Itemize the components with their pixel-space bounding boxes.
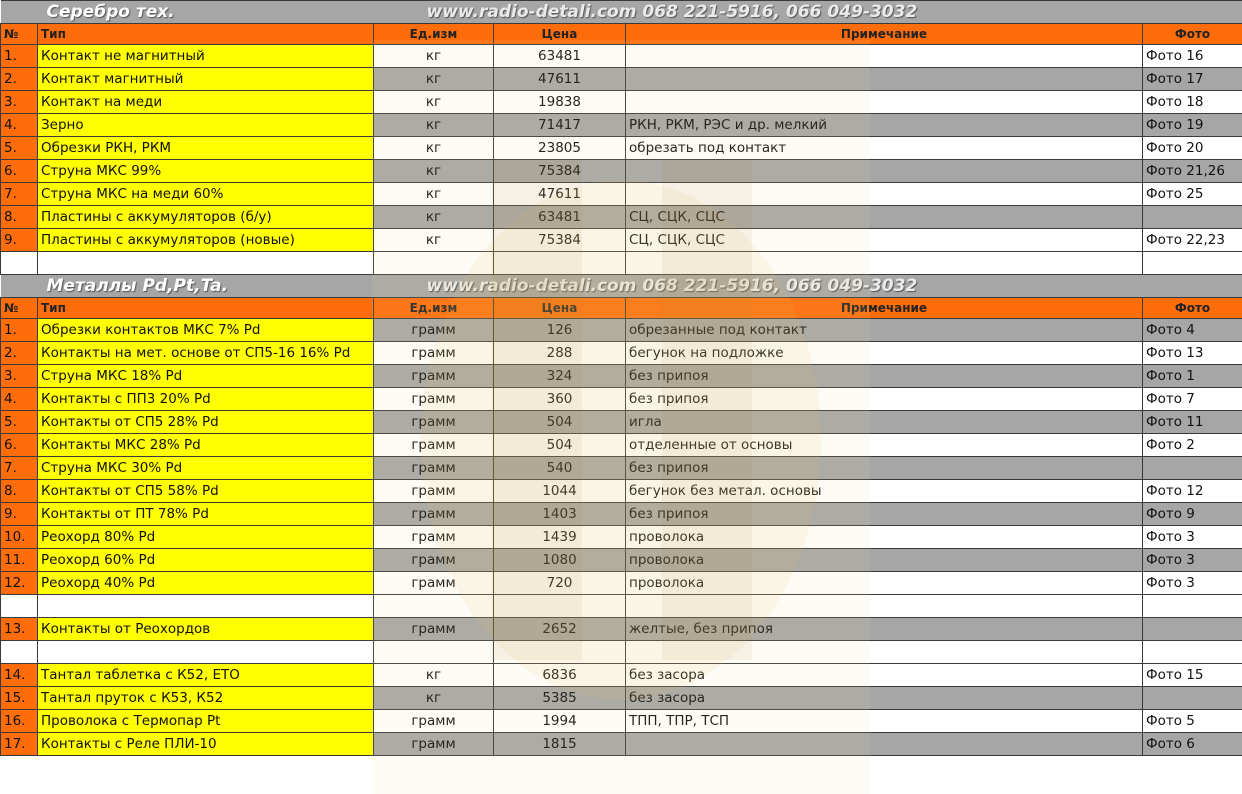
row-unit: кг <box>374 160 494 183</box>
section-title-row <box>1 1 1242 24</box>
blank-row <box>1 252 1242 275</box>
row-unit: кг <box>374 687 494 710</box>
column-header-note: Примечание <box>626 24 1143 45</box>
row-note: отделенные от основы <box>626 434 1143 457</box>
row-number: 3. <box>1 91 38 114</box>
row-type: Реохорд 60% Pd <box>38 549 374 572</box>
empty-cell <box>626 595 1143 618</box>
row-note: игла <box>626 411 1143 434</box>
table-row <box>1 388 1242 411</box>
row-price: 75384 <box>494 229 626 252</box>
row-price: 720 <box>494 572 626 595</box>
row-type: Реохорд 40% Pd <box>38 572 374 595</box>
row-note: без засора <box>626 687 1143 710</box>
table-row <box>1 114 1242 137</box>
table-row <box>1 229 1242 252</box>
row-unit: кг <box>374 68 494 91</box>
row-photo: Фото 5 <box>1143 710 1242 733</box>
row-photo <box>1143 618 1242 641</box>
row-type: Контакты на мет. основе от СП5-16 16% Pd <box>38 342 374 365</box>
table-row <box>1 733 1242 756</box>
row-photo: Фото 1 <box>1143 365 1242 388</box>
row-price: 1994 <box>494 710 626 733</box>
row-price: 1080 <box>494 549 626 572</box>
row-note <box>626 160 1143 183</box>
row-price: 1439 <box>494 526 626 549</box>
row-note <box>626 68 1143 91</box>
row-price: 504 <box>494 434 626 457</box>
table-row <box>1 319 1242 342</box>
row-unit: кг <box>374 45 494 68</box>
empty-cell <box>1 595 38 618</box>
row-price: 126 <box>494 319 626 342</box>
row-note: СЦ, СЦК, СЦС <box>626 206 1143 229</box>
row-price: 47611 <box>494 183 626 206</box>
empty-cell <box>38 252 374 275</box>
empty-cell <box>1143 595 1242 618</box>
table-row <box>1 687 1242 710</box>
row-unit: грамм <box>374 572 494 595</box>
row-note: желтые, без припоя <box>626 618 1143 641</box>
table-row <box>1 526 1242 549</box>
table-row <box>1 206 1242 229</box>
row-type: Контакты от СП5 58% Pd <box>38 480 374 503</box>
row-number: 11. <box>1 549 38 572</box>
row-number: 7. <box>1 183 38 206</box>
row-price: 360 <box>494 388 626 411</box>
row-unit: кг <box>374 137 494 160</box>
row-number: 3. <box>1 365 38 388</box>
empty-cell <box>38 641 374 664</box>
row-number: 5. <box>1 411 38 434</box>
column-header-price: Цена <box>494 24 626 45</box>
row-photo: Фото 12 <box>1143 480 1242 503</box>
row-note: без припоя <box>626 457 1143 480</box>
empty-cell <box>1143 641 1242 664</box>
section-title-cell <box>1 275 1242 298</box>
row-type: Зерно <box>38 114 374 137</box>
table-row <box>1 549 1242 572</box>
row-type: Реохорд 80% Pd <box>38 526 374 549</box>
row-number: 8. <box>1 206 38 229</box>
row-unit: кг <box>374 664 494 687</box>
row-number: 10. <box>1 526 38 549</box>
row-photo: Фото 13 <box>1143 342 1242 365</box>
empty-cell <box>374 641 494 664</box>
row-number: 14. <box>1 664 38 687</box>
empty-cell <box>1143 252 1242 275</box>
section-title-cell <box>1 1 1242 24</box>
table-row <box>1 457 1242 480</box>
row-type: Контакты от Реохордов <box>38 618 374 641</box>
column-header-type: Тип <box>38 298 374 319</box>
row-note <box>626 91 1143 114</box>
row-note <box>626 733 1143 756</box>
row-unit: кг <box>374 229 494 252</box>
column-header-unit: Ед.изм <box>374 24 494 45</box>
row-unit: грамм <box>374 411 494 434</box>
row-number: 13. <box>1 618 38 641</box>
table-row <box>1 710 1242 733</box>
row-type: Контакты от СП5 28% Pd <box>38 411 374 434</box>
row-note: без припоя <box>626 503 1143 526</box>
section-title-row <box>1 275 1242 298</box>
table-row <box>1 183 1242 206</box>
row-note: обрезать под контакт <box>626 137 1143 160</box>
row-photo: Фото 7 <box>1143 388 1242 411</box>
column-header-row <box>1 298 1242 319</box>
section-title: Серебро тех. <box>46 2 175 22</box>
table-row <box>1 137 1242 160</box>
row-photo: Фото 15 <box>1143 664 1242 687</box>
row-photo: Фото 20 <box>1143 137 1242 160</box>
row-photo: Фото 3 <box>1143 549 1242 572</box>
empty-cell <box>626 252 1143 275</box>
row-unit: грамм <box>374 526 494 549</box>
row-number: 15. <box>1 687 38 710</box>
row-type: Струна МКС 99% <box>38 160 374 183</box>
table-row <box>1 45 1242 68</box>
row-number: 12. <box>1 572 38 595</box>
row-photo: Фото 9 <box>1143 503 1242 526</box>
row-price: 75384 <box>494 160 626 183</box>
column-header-num: № <box>1 298 38 319</box>
blank-row <box>1 641 1242 664</box>
row-type: Контакт на меди <box>38 91 374 114</box>
row-number: 1. <box>1 45 38 68</box>
row-number: 6. <box>1 434 38 457</box>
row-photo <box>1143 457 1242 480</box>
row-photo: Фото 17 <box>1143 68 1242 91</box>
empty-cell <box>1 641 38 664</box>
row-note: без припоя <box>626 388 1143 411</box>
table-row <box>1 503 1242 526</box>
row-price: 288 <box>494 342 626 365</box>
site-contact: www.radio-detali.com 068 221-5916, 066 049-3032 <box>426 276 918 296</box>
row-photo: Фото 2 <box>1143 434 1242 457</box>
row-number: 4. <box>1 388 38 411</box>
table-row <box>1 664 1242 687</box>
table-row <box>1 618 1242 641</box>
site-contact: www.radio-detali.com 068 221-5916, 066 049-3032 <box>426 2 918 22</box>
row-type: Пластины с аккумуляторов (б/у) <box>38 206 374 229</box>
empty-cell <box>374 595 494 618</box>
column-header-note: Примечание <box>626 298 1143 319</box>
row-unit: грамм <box>374 710 494 733</box>
table-row <box>1 411 1242 434</box>
row-unit: грамм <box>374 457 494 480</box>
row-price: 63481 <box>494 45 626 68</box>
row-price: 6836 <box>494 664 626 687</box>
row-number: 9. <box>1 229 38 252</box>
empty-cell <box>494 252 626 275</box>
column-header-photo: Фото <box>1143 298 1242 319</box>
row-number: 5. <box>1 137 38 160</box>
column-header-price: Цена <box>494 298 626 319</box>
row-price: 1403 <box>494 503 626 526</box>
row-price: 504 <box>494 411 626 434</box>
row-price: 5385 <box>494 687 626 710</box>
row-type: Контакт магнитный <box>38 68 374 91</box>
row-number: 2. <box>1 68 38 91</box>
row-note: ТПП, ТПР, ТСП <box>626 710 1143 733</box>
row-type: Струна МКС 30% Pd <box>38 457 374 480</box>
row-unit: грамм <box>374 388 494 411</box>
row-photo: Фото 4 <box>1143 319 1242 342</box>
row-note <box>626 183 1143 206</box>
row-price: 47611 <box>494 68 626 91</box>
row-price: 19838 <box>494 91 626 114</box>
row-number: 8. <box>1 480 38 503</box>
row-unit: грамм <box>374 365 494 388</box>
row-unit: кг <box>374 114 494 137</box>
row-photo: Фото 11 <box>1143 411 1242 434</box>
row-note: бегунок на подложке <box>626 342 1143 365</box>
row-note: без засора <box>626 664 1143 687</box>
row-photo: Фото 25 <box>1143 183 1242 206</box>
row-price: 23805 <box>494 137 626 160</box>
row-note: проволока <box>626 549 1143 572</box>
empty-cell <box>38 595 374 618</box>
row-type: Обрезки РКН, РКМ <box>38 137 374 160</box>
row-unit: грамм <box>374 342 494 365</box>
row-photo <box>1143 687 1242 710</box>
row-note: проволока <box>626 526 1143 549</box>
table-row <box>1 342 1242 365</box>
row-unit: кг <box>374 206 494 229</box>
row-type: Контакты с Реле ПЛИ-10 <box>38 733 374 756</box>
table-row <box>1 160 1242 183</box>
row-type: Тантал таблетка с К52, ЕТО <box>38 664 374 687</box>
row-note: проволока <box>626 572 1143 595</box>
row-photo: Фото 19 <box>1143 114 1242 137</box>
section-title: Металлы Pd,Pt,Ta. <box>46 276 229 296</box>
empty-cell <box>494 641 626 664</box>
table-row <box>1 91 1242 114</box>
row-price: 1044 <box>494 480 626 503</box>
column-header-num: № <box>1 24 38 45</box>
row-number: 9. <box>1 503 38 526</box>
table-row <box>1 572 1242 595</box>
row-number: 1. <box>1 319 38 342</box>
row-type: Тантал пруток с К53, К52 <box>38 687 374 710</box>
table-row <box>1 480 1242 503</box>
row-unit: грамм <box>374 480 494 503</box>
row-type: Обрезки контактов МКС 7% Pd <box>38 319 374 342</box>
row-note: СЦ, СЦК, СЦС <box>626 229 1143 252</box>
empty-cell <box>1 252 38 275</box>
row-price: 71417 <box>494 114 626 137</box>
row-price: 63481 <box>494 206 626 229</box>
row-unit: грамм <box>374 549 494 572</box>
empty-cell <box>374 252 494 275</box>
row-note: без припоя <box>626 365 1143 388</box>
row-number: 6. <box>1 160 38 183</box>
row-number: 7. <box>1 457 38 480</box>
column-header-photo: Фото <box>1143 24 1242 45</box>
row-number: 16. <box>1 710 38 733</box>
row-unit: грамм <box>374 434 494 457</box>
row-type: Контакты МКС 28% Pd <box>38 434 374 457</box>
row-note: бегунок без метал. основы <box>626 480 1143 503</box>
row-unit: кг <box>374 183 494 206</box>
empty-cell <box>626 641 1143 664</box>
row-photo: Фото 21,26 <box>1143 160 1242 183</box>
row-photo: Фото 22,23 <box>1143 229 1242 252</box>
blank-row <box>1 595 1242 618</box>
row-type: Контакты с ПП3 20% Pd <box>38 388 374 411</box>
row-number: 2. <box>1 342 38 365</box>
row-note: обрезанные под контакт <box>626 319 1143 342</box>
row-price: 1815 <box>494 733 626 756</box>
table-row <box>1 434 1242 457</box>
row-price: 2652 <box>494 618 626 641</box>
row-price: 324 <box>494 365 626 388</box>
row-photo: Фото 3 <box>1143 572 1242 595</box>
row-number: 17. <box>1 733 38 756</box>
row-photo: Фото 18 <box>1143 91 1242 114</box>
row-unit: кг <box>374 91 494 114</box>
column-header-type: Тип <box>38 24 374 45</box>
table-row <box>1 365 1242 388</box>
row-type: Струна МКС 18% Pd <box>38 365 374 388</box>
row-unit: грамм <box>374 733 494 756</box>
row-price: 540 <box>494 457 626 480</box>
row-unit: грамм <box>374 618 494 641</box>
row-photo: Фото 16 <box>1143 45 1242 68</box>
empty-cell <box>494 595 626 618</box>
row-unit: грамм <box>374 319 494 342</box>
table-row <box>1 68 1242 91</box>
row-note <box>626 45 1143 68</box>
row-photo <box>1143 206 1242 229</box>
column-header-unit: Ед.изм <box>374 298 494 319</box>
column-header-row <box>1 24 1242 45</box>
row-type: Контакты от ПТ 78% Pd <box>38 503 374 526</box>
row-type: Проволока с Термопар Pt <box>38 710 374 733</box>
row-note: РКН, РКМ, РЭС и др. мелкий <box>626 114 1143 137</box>
row-unit: грамм <box>374 503 494 526</box>
row-type: Струна МКС на меди 60% <box>38 183 374 206</box>
row-number: 4. <box>1 114 38 137</box>
row-photo: Фото 3 <box>1143 526 1242 549</box>
row-photo: Фото 6 <box>1143 733 1242 756</box>
row-type: Пластины с аккумуляторов (новые) <box>38 229 374 252</box>
row-type: Контакт не магнитный <box>38 45 374 68</box>
